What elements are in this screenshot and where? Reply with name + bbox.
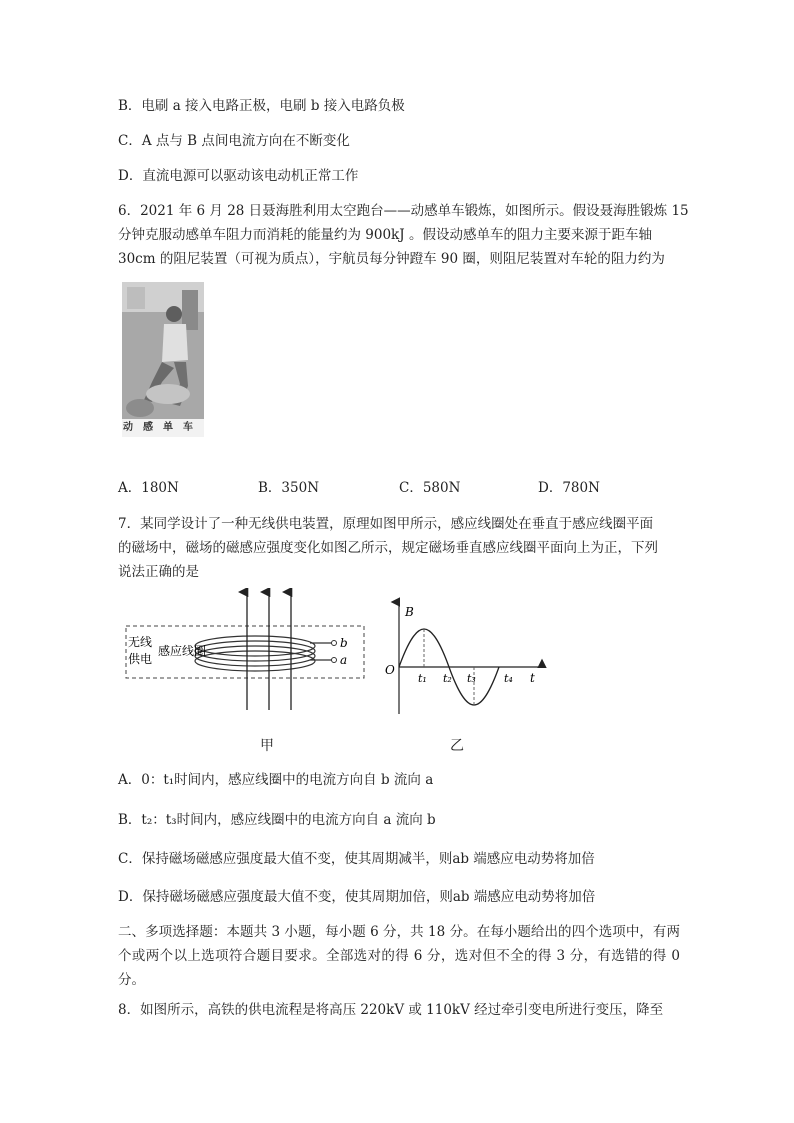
q6-option-d: D．780N [538, 480, 600, 496]
q6-option-b: B．350N [258, 480, 320, 496]
q6-stem-line1: 6．2021 年 6 月 28 日聂海胜利用太空跑台——动感单车锻炼，如图所示。假设聂海胜锻炼 15 [118, 203, 689, 219]
photo-caption: 动感单车 [122, 419, 204, 437]
q6-stem-line3: 30cm 的阻尼装置（可视为质点），宇航员每分钟蹬车 90 圈，则阻尼装置对车轮的阻力约为 [118, 251, 665, 267]
q6-stem-line2: 分钟克服动感单车阻力而消耗的能量约为 900kJ 。假设动感单车的阻力主要来源于距车轴 [118, 227, 652, 243]
label-wireless: 无线 [128, 635, 153, 649]
q7-stem-line1: 7．某同学设计了一种无线供电装置，原理如图甲所示，感应线圈处在垂直于感应线圈平面 [118, 516, 654, 532]
tick-t3: t₃ [467, 672, 476, 685]
figure-yi-bt-graph [380, 596, 550, 720]
terminal-a: a [340, 653, 348, 667]
tick-t4: t₄ [504, 672, 513, 685]
q7-stem-line3: 说法正确的是 [118, 564, 199, 580]
q6-option-a: A．180N [118, 480, 179, 496]
q7-stem-line2: 的磁场中，磁场的磁感应强度变化如图乙所示，规定磁场垂直感应线圈平面向上为正，下列 [118, 540, 658, 556]
astronaut-figure [122, 282, 204, 419]
q7-option-d: D．保持磁场磁感应强度最大值不变，使其周期加倍，则ab 端感应电动势将加倍 [118, 889, 596, 905]
label-supply: 供电 [128, 652, 153, 666]
figure-jia-coil-diagram [120, 588, 370, 718]
terminal-b: b [340, 636, 348, 650]
q6-option-c: C．580N [399, 480, 461, 496]
q5-option-c: C．A 点与 B 点间电流方向在不断变化 [118, 133, 350, 149]
axis-t-label: t [530, 671, 535, 685]
label-coil: 感应线圈 [158, 644, 207, 658]
figure-yi-caption: 乙 [450, 738, 464, 754]
q7-option-a: A．0：t₁时间内，感应线圈中的电流方向自 b 流向 a [118, 772, 434, 788]
q7-option-b: B．t₂：t₃时间内，感应线圈中的电流方向自 a 流向 b [118, 812, 436, 828]
q5-option-b: B．电刷 a 接入电路正极，电刷 b 接入电路负极 [118, 98, 405, 114]
section2-instructions: 二、多项选择题：本题共 3 小题，每小题 6 分，共 18 分。在每小题给出的四个选项中，有两个或两个以上选项符合题目要求。全部选对的得 6 分，选对但不全的得 3 分，有选错的得 0 分。 [118, 924, 680, 988]
origin-label: O [385, 663, 395, 677]
axis-b-label: B [405, 605, 414, 619]
exercise-bike-photo [122, 282, 204, 437]
q8-stem-line1: 8．如图所示，高铁的供电流程是将高压 220kV 或 110kV 经过牵引变电所进行变压，降至 [118, 1002, 664, 1018]
figure-jia-caption: 甲 [260, 738, 274, 754]
q7-option-c: C．保持磁场磁感应强度最大值不变，使其周期减半，则ab 端感应电动势将加倍 [118, 851, 595, 867]
q5-option-d: D．直流电源可以驱动该电动机正常工作 [118, 168, 359, 184]
tick-t2: t₂ [443, 672, 452, 685]
tick-t1: t₁ [418, 672, 427, 685]
